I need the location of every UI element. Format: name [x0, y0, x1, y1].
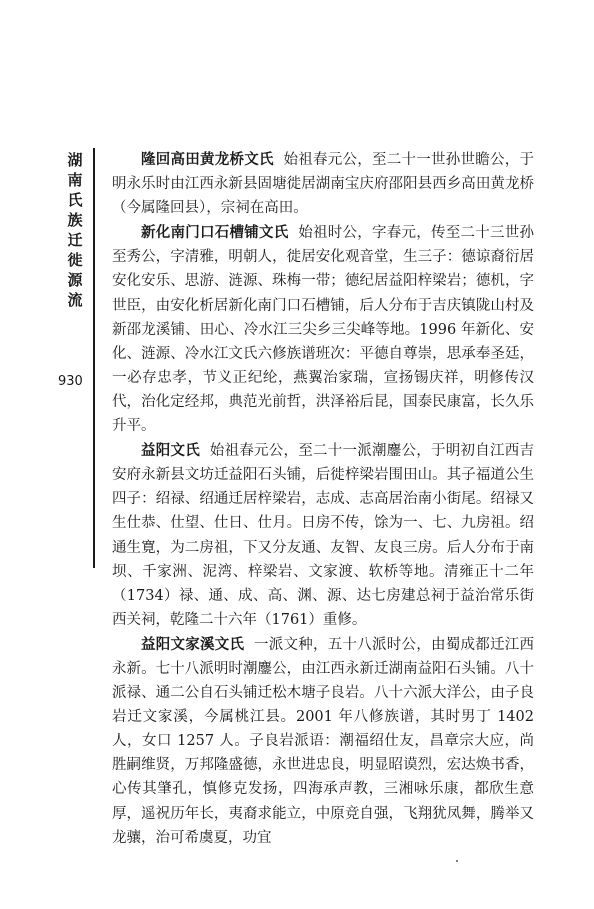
- entry-spacer: [244, 637, 254, 653]
- entry-name: 隆回高田黄龙桥文氏: [141, 152, 274, 168]
- entry-spacer: [274, 152, 284, 168]
- entry-text: 始祖春元公，至二十一世孙世瞻公，于明永乐时由江西永新县固塘徙居湖南宝庆府邵阳县西乡高田黄龙桥（今属隆回县），宗祠在高田。: [112, 152, 535, 217]
- entry-text: 始祖春元公，至二十一派潮鏖公，于明初自江西吉安府永新县文坊迁益阳石头铺，后徙梓梁岩围田山。其子福道公生四子：绍禄、绍通迁居梓梁岩，志成、志高居治南小街尾。绍禄又生仕恭、仕望、仕日、仕月。日房不传，馀为一、七、九房祖。绍通生寛，为二房祖，下又分友通、友智、友良三房。后人分布于南坝、千家洲、泥湾、梓梁岩、文家渡、软桥等地。清雍正十二年（1734）禄、通、成、高、渊、源、达七房建总祠于益治常乐街西关祠，乾隆二十六年（1761）重修。: [112, 443, 535, 628]
- entry-paragraph: [112, 439, 534, 632]
- entry-paragraph: [112, 148, 534, 220]
- text-column: [112, 148, 534, 851]
- entry-text: 始祖时公，字春元，传至二十三世孙至秀公，字清雅，明朝人，徙居安化观音堂，生三子：德谅裔衍居安化安乐、思游、涟源、珠梅一带；德纪居益阳梓梁岩；德机，字世臣，由安化析居新化南门口石槽铺，后人分布于吉庆镇陇山村及新邵龙溪铺、田心、冷水江三尖乡三尖峰等地。1996 年新化、安化、涟源、冷水江文氏六修族谱班次：平德自尊崇，思承奉圣廷，一必存忠孝，节义正纪纶，燕翼治家瑞，宣扬锡庆祥，明修传汉代，治化定经邦，典范光前哲，洪泽裕后昆，国泰民康富，长久乐升平。: [112, 225, 535, 435]
- entry-paragraph: [112, 221, 534, 438]
- entry-text: 一派文种，五十八派时公，由蜀成都迁江西永新。七十八派明时潮鏖公，由江西永新迁湖南益阳石头铺。八十派禄、通二公自石头铺迁松木塘子良岩。八十六派大洋公，由子良岩迁文家溪，今属桃江县。2001 年八修族谱，其时男丁 1402 人，女口 1257 人。子良岩派语：潮福绍仕友，昌章宗大应，尚胜嗣维贤，万邦隆盛德，永世进忠良，明显昭谟烈，宏达焕书香，心传其肇孔，慎修克发扬，四海承声教，三湘咏乐康，都欣生意厚，遥祝历年长，夷裔求能立，中原竞自强，飞翔犹凤舞，腾举又龙骧，治可希虞夏，功宜: [112, 636, 535, 846]
- entry-spacer: [289, 225, 299, 241]
- print-speck: [456, 860, 458, 862]
- running-title: 湖南氏族迁徙源流: [67, 151, 83, 309]
- margin-rule: [93, 148, 95, 568]
- entry-paragraph: [112, 633, 534, 850]
- entry-spacer: [200, 443, 210, 459]
- entry-name: 新化南门口石槽铺文氏: [141, 225, 289, 242]
- entry-name: 益阳文家溪文氏: [141, 636, 245, 653]
- page-number: 930: [58, 374, 83, 389]
- entry-name: 益阳文氏: [141, 443, 201, 460]
